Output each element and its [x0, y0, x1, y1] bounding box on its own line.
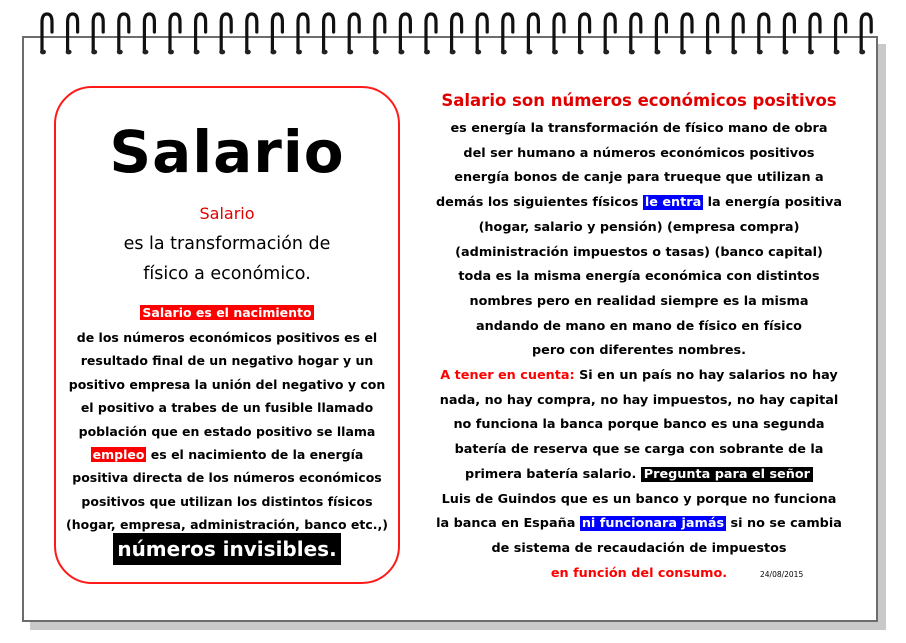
- spiral-ring-icon: [40, 14, 52, 54]
- spiral-ring-icon: [680, 14, 692, 54]
- spiral-ring-icon: [398, 14, 410, 54]
- right-line-entra: [414, 191, 864, 216]
- spiral-ring-icon: [629, 14, 641, 54]
- left-body-line: (hogar, empresa, administración, banco etc.,): [66, 517, 388, 533]
- left-body-line: el positivo a trabes de un fusible llamado: [80, 400, 374, 416]
- left-tag: números invisibles.: [113, 533, 340, 565]
- spiral-ring-icon: [424, 14, 436, 54]
- right-line: no funciona la banca porque banco es una segunda: [453, 417, 825, 433]
- right-line: del ser humano a números económicos positivos: [463, 145, 815, 161]
- left-body-line: positivos que utilizan los distintos físicos: [81, 493, 373, 509]
- spiral-ring-icon: [475, 14, 487, 54]
- right-line: Luis de Guindos que es un banco y porque no funciona: [441, 491, 837, 507]
- right-line: batería de reserva que se carga con sobrante de la: [454, 442, 824, 458]
- pregunta-highlight: Pregunta para el señor: [641, 467, 813, 482]
- left-tag-row: [54, 533, 400, 565]
- jamas-pre: la banca en España: [436, 516, 580, 532]
- spiral-ring-icon: [322, 14, 334, 54]
- spiral-ring-icon: [91, 14, 103, 54]
- spiral-ring-icon: [296, 14, 308, 54]
- date-stamp: 24/08/2015: [760, 570, 804, 579]
- left-body-line: positiva directa de los números económicos: [72, 470, 382, 486]
- spiral-ring-icon: [578, 14, 590, 54]
- spiral-ring-icon: [808, 14, 820, 54]
- left-body-line: positivo empresa la unión del negativo y con: [68, 376, 386, 392]
- right-title: Salario son números económicos positivos: [441, 91, 837, 110]
- spiral-ring-icon: [834, 14, 846, 54]
- entra-pre: demás los siguientes físicos: [435, 195, 643, 211]
- spiral-ring-icon: [117, 14, 129, 54]
- right-line: toda es la misma energía económica con distintos: [458, 269, 820, 285]
- jamas-post: si no se cambia: [726, 516, 842, 532]
- left-line-1: es la transformación de: [123, 234, 331, 254]
- right-line: nombres pero en realidad siempre es la misma: [469, 293, 809, 309]
- left-title: Salario: [109, 118, 345, 186]
- spiral-ring-icon: [142, 14, 154, 54]
- left-body-line: de los números económicos positivos es el: [76, 330, 378, 345]
- spiral-ring-icon: [706, 14, 718, 54]
- jamas-highlight: ni funcionara jamás: [581, 516, 725, 532]
- left-body-line: población que en estado positivo se llama: [78, 423, 376, 439]
- right-line-pregunta: [414, 463, 864, 488]
- spiral-ring-icon: [526, 14, 538, 54]
- spiral-ring-icon: [194, 14, 206, 54]
- right-line: es energía la transformación de físico mano de obra: [450, 121, 828, 136]
- empleo-highlight: empleo: [92, 447, 145, 463]
- spiral-ring-icon: [347, 14, 359, 54]
- right-line: energía bonos de canje para trueque que utilizan a: [454, 170, 824, 186]
- spiral-ring-icon: [270, 14, 282, 54]
- left-body: [56, 326, 398, 537]
- left-subtitle: Salario: [199, 204, 255, 223]
- note-label: A tener en cuenta:: [440, 368, 575, 384]
- left-body-line: resultado final de un negativo hogar y un: [80, 353, 374, 369]
- empleo-rest: es el nacimiento de la energía: [146, 447, 364, 463]
- entra-post: la energía positiva: [703, 195, 843, 211]
- entra-highlight: le entra: [644, 195, 702, 211]
- left-line-2: físico a económico.: [143, 264, 311, 284]
- right-line-final: en función del consumo.: [550, 565, 728, 581]
- spiral-ring-icon: [757, 14, 769, 54]
- spiral-ring-icon: [654, 14, 666, 54]
- spiral-binding-icon: [0, 12, 906, 60]
- spiral-ring-icon: [168, 14, 180, 54]
- right-line-note: [414, 364, 864, 389]
- right-line-jamas: [414, 512, 864, 537]
- spiral-ring-icon: [373, 14, 385, 54]
- right-line: andando de mano en mano de físico en físico: [476, 318, 802, 334]
- left-highlight-row: [54, 302, 400, 323]
- left-body-line-empleo: [56, 443, 398, 466]
- note-rest: Si en un país no hay salarios no hay: [574, 368, 838, 384]
- spiral-ring-icon: [782, 14, 794, 54]
- right-line: pero con diferentes nombres.: [532, 343, 746, 359]
- spiral-ring-icon: [603, 14, 615, 54]
- spiral-ring-icon: [859, 14, 871, 54]
- right-line: nada, no hay compra, no hay impuestos, no hay capital: [439, 392, 839, 408]
- right-line: de sistema de recaudación de impuestos: [491, 540, 787, 556]
- spiral-ring-icon: [450, 14, 462, 54]
- right-line: (hogar, salario y pensión) (empresa compra): [478, 219, 800, 235]
- left-highlight: Salario es el nacimiento: [142, 305, 312, 320]
- spiral-ring-icon: [66, 14, 78, 54]
- spiral-ring-icon: [501, 14, 513, 54]
- right-line: (administración impuestos o tasas) (banco capital): [455, 244, 823, 260]
- spiral-ring-icon: [219, 14, 231, 54]
- spiral-ring-icon: [552, 14, 564, 54]
- spiral-ring-icon: [731, 14, 743, 54]
- pregunta-pre: primera batería salario.: [465, 466, 641, 482]
- spiral-ring-icon: [245, 14, 257, 54]
- right-body: [414, 117, 864, 586]
